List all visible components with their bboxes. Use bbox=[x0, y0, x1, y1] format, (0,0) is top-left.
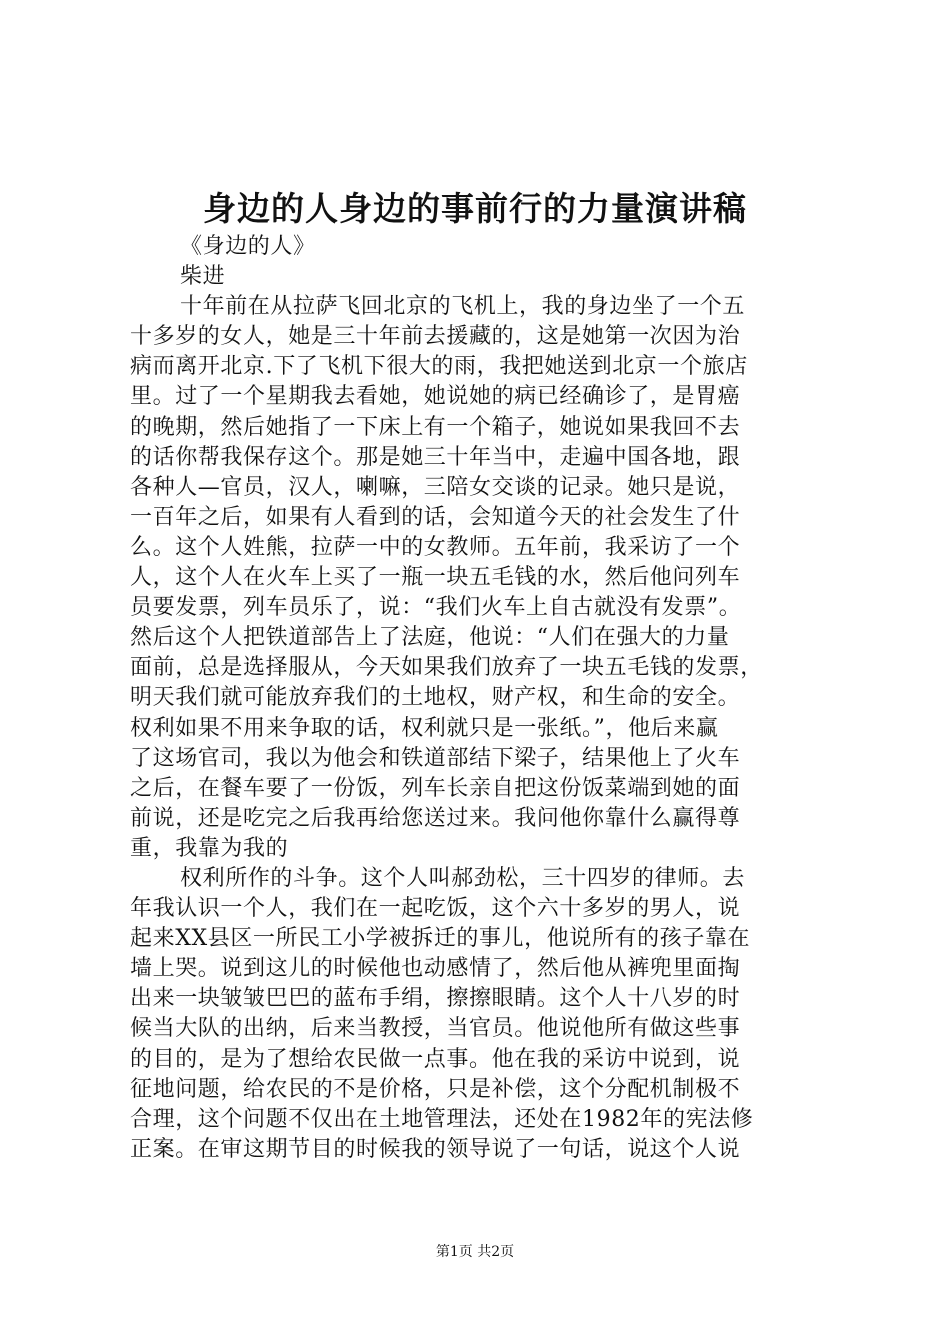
text-line: 十年前在从拉萨飞回北京的飞机上，我的身边坐了一个五 bbox=[180, 294, 746, 320]
text-line: 征地问题，给农民的不是价格，只是补偿，这个分配机制极不 bbox=[130, 1076, 741, 1102]
text-line: 候当大队的出纳，后来当教授，当官员。他说他所有做这些事 bbox=[130, 1016, 741, 1042]
text-line: 之后，在餐车要了一份饭，列车长亲自把这份饭菜端到她的面 bbox=[130, 775, 741, 801]
text-line: 面前，总是选择服从，今天如果我们放弃了一块五毛钱的发票， bbox=[130, 655, 763, 681]
text-line: 一百年之后，如果有人看到的话，会知道今天的社会发生了什 bbox=[130, 504, 741, 530]
page-footer: 第1页 共2页 bbox=[435, 1244, 515, 1260]
text-line: 病而离开北京.下了飞机下很大的雨，我把她送到北京一个旅店 bbox=[130, 354, 748, 380]
text-line: 然后这个人把铁道部告上了法庭，他说：“人们在强大的力量 bbox=[130, 625, 730, 651]
text-line: 权利所作的斗争。这个人叫郝劲松，三十四岁的律师。去 bbox=[180, 865, 746, 891]
text-line: 起来XX县区一所民工小学被拆迁的事儿，他说所有的孩子靠在 bbox=[130, 926, 751, 952]
text-line: 的话你帮我保存这个。那是她三十年当中，走遍中国各地，跟 bbox=[130, 444, 741, 470]
text-line: 的晚期，然后她指了一下床上有一个箱子，她说如果我回不去 bbox=[130, 414, 741, 440]
text-line: 出来一块皱皱巴巴的蓝布手绢，擦擦眼睛。这个人十八岁的时 bbox=[130, 986, 741, 1012]
text-line: 《身边的人》 bbox=[180, 234, 316, 259]
text-line: 正案。在审这期节目的时候我的领导说了一句话，说这个人说 bbox=[130, 1136, 741, 1162]
text-line: 重，我靠为我的 bbox=[130, 835, 289, 861]
document-body bbox=[130, 232, 840, 1165]
text-line: 人，这个人在火车上买了一瓶一块五毛钱的水，然后他问列车 bbox=[130, 565, 741, 591]
text-line: 柴进 bbox=[180, 264, 226, 290]
text-line: 十多岁的女人，她是三十年前去援藏的，这是她第一次因为治 bbox=[130, 324, 741, 350]
text-line: 明天我们就可能放弃我们的土地权，财产权，和生命的安全。 bbox=[130, 685, 741, 711]
text-line: 前说，还是吃完之后我再给您送过来。我问他你靠什么赢得尊 bbox=[130, 805, 741, 831]
text-line: 各种人—官员，汉人，喇嘛，三陪女交谈的记录。她只是说， bbox=[130, 474, 741, 500]
text-line: 墙上哭。说到这儿的时候他也动感情了，然后他从裤兜里面掏 bbox=[130, 956, 741, 982]
text-line: 权利如果不用来争取的话，权利就只是一张纸。”，他后来赢 bbox=[130, 715, 719, 741]
text-line: 年我认识一个人，我们在一起吃饭，这个六十多岁的男人，说 bbox=[130, 896, 741, 922]
text-line: 么。这个人姓熊，拉萨一中的女教师。五年前，我采访了一个 bbox=[130, 534, 741, 560]
text-line: 了这场官司，我以为他会和铁道部结下梁子，结果他上了火车 bbox=[130, 745, 741, 771]
text-line: 员要发票，列车员乐了，说：“我们火车上自古就没有发票”。 bbox=[130, 595, 742, 621]
text-line: 的目的，是为了想给农民做一点事。他在我的采访中说到，说 bbox=[130, 1046, 741, 1072]
text-line: 里。过了一个星期我去看她，她说她的病已经确诊了，是胃癌 bbox=[130, 384, 741, 410]
text-line: 合理，这个问题不仅出在土地管理法，还处在1982年的宪法修 bbox=[130, 1106, 754, 1132]
document-title: 身边的人身边的事前行的力量演讲稿 bbox=[203, 189, 747, 228]
